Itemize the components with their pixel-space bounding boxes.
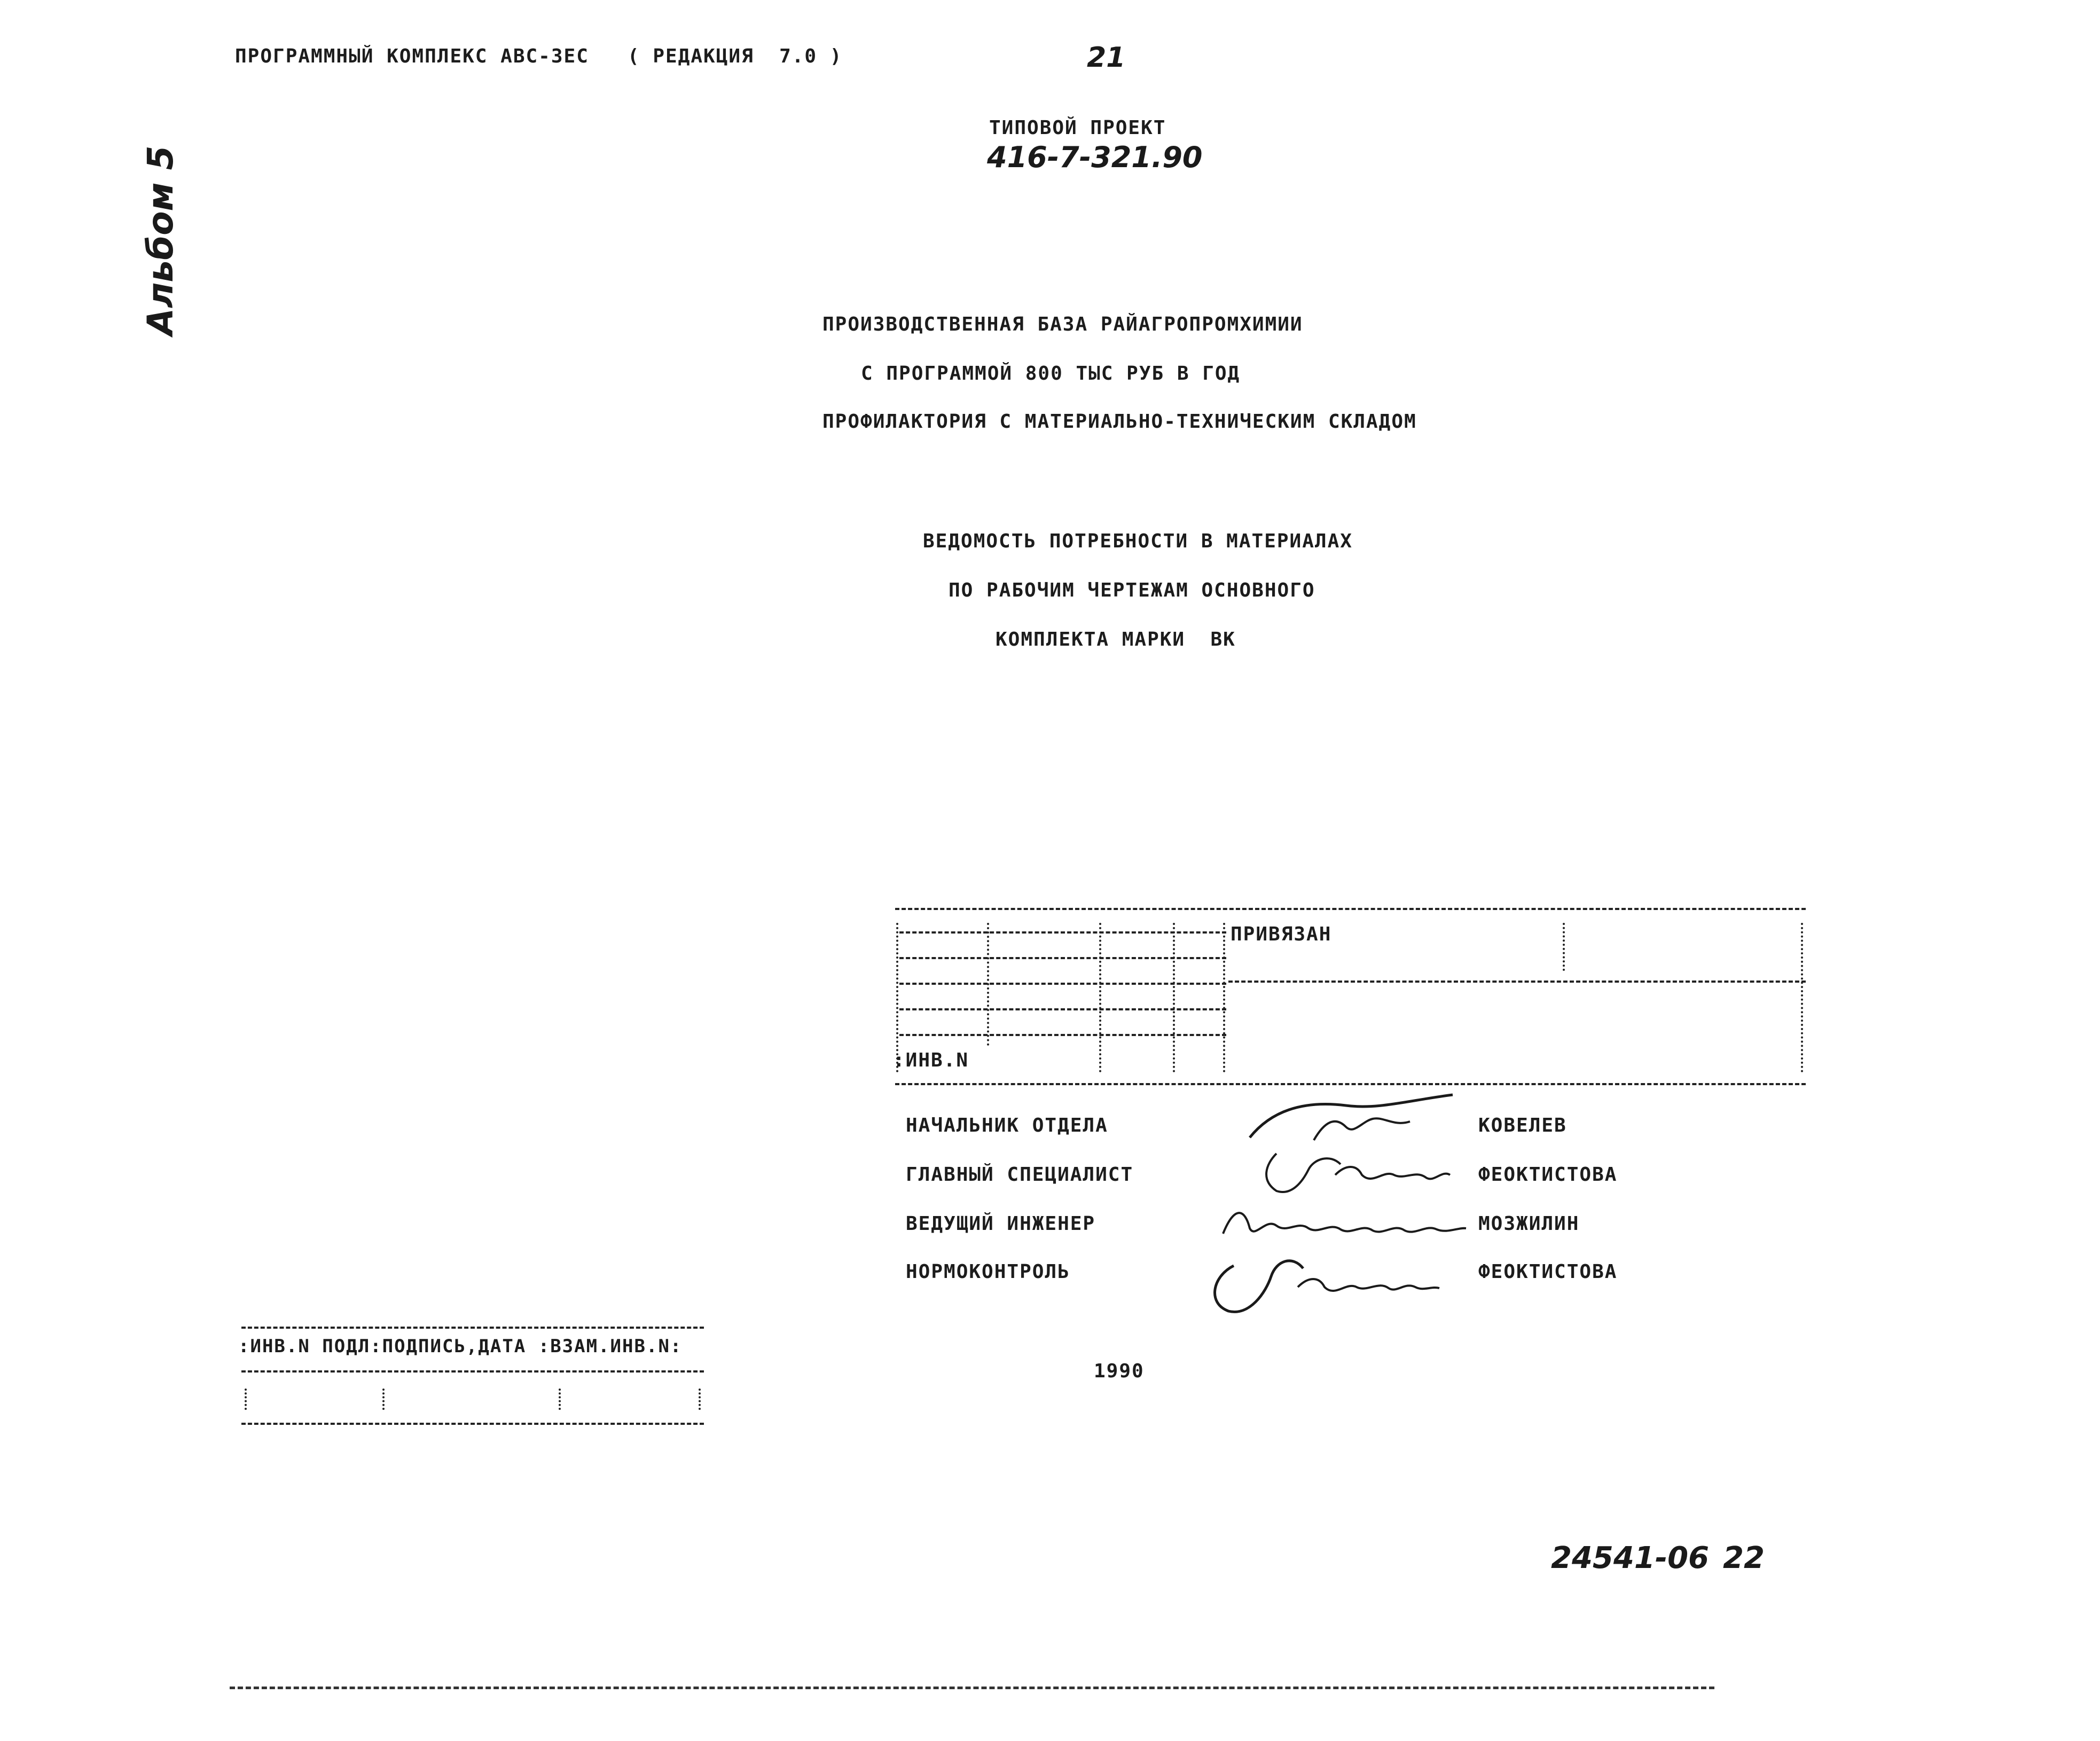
object-line-2: С ПРОГРАММОЙ 800 ТЫС РУБ В ГОД bbox=[861, 363, 1241, 385]
stamp-col-line bbox=[699, 1389, 701, 1410]
handwritten-signature-3 bbox=[1218, 1196, 1469, 1244]
object-line-3: ПРОФИЛАКТОРИЯ С МАТЕРИАЛЬНО-ТЕХНИЧЕСКИМ СКЛАДОМ bbox=[822, 411, 1417, 433]
binding-table-top-border bbox=[895, 908, 1806, 910]
stamp-table-top-border bbox=[241, 1327, 704, 1329]
binding-row-line bbox=[899, 1034, 1226, 1036]
binding-row-line bbox=[899, 931, 1226, 934]
signature-name: КОВЕЛЕВ bbox=[1478, 1115, 1567, 1136]
binding-col-line bbox=[987, 923, 989, 1046]
binding-row-line bbox=[899, 957, 1226, 959]
binding-col-line bbox=[1223, 923, 1225, 1072]
revision-label: ( РЕДАКЦИЯ 7.0 ) bbox=[628, 45, 843, 67]
binding-col-line bbox=[1563, 923, 1565, 971]
signature-role: НОРМОКОНТРОЛЬ bbox=[906, 1261, 1070, 1283]
binding-table-divider bbox=[1228, 981, 1806, 983]
signature-name: ФЕОКТИСТОВА bbox=[1478, 1164, 1618, 1186]
program-title: ПРОГРАММНЫЙ КОМПЛЕКС АВС-3ЕС bbox=[235, 45, 589, 67]
signature-role: ВЕДУЩИЙ ИНЖЕНЕР bbox=[906, 1213, 1096, 1235]
footer-doc-number: 24541-06 bbox=[1551, 1541, 1709, 1575]
binding-col-line bbox=[1801, 923, 1803, 1072]
footer-sheet-number: 22 bbox=[1723, 1541, 1765, 1575]
signature-name: МОЗЖИЛИН bbox=[1478, 1213, 1580, 1235]
project-type-label: ТИПОВОЙ ПРОЕКТ bbox=[989, 117, 1166, 139]
stamp-table-bottom-border bbox=[241, 1423, 704, 1425]
year: 1990 bbox=[1094, 1360, 1145, 1382]
binding-label: ПРИВЯЗАН bbox=[1231, 923, 1332, 945]
trim-line bbox=[230, 1687, 1714, 1689]
binding-row-line bbox=[899, 983, 1226, 985]
binding-col-line bbox=[1173, 923, 1175, 1072]
stamp-col-line bbox=[559, 1389, 561, 1410]
stamp-col-line bbox=[382, 1389, 385, 1410]
project-number: 416-7-321.90 bbox=[987, 140, 1203, 174]
stamp-col-line bbox=[245, 1389, 247, 1410]
object-line-1: ПРОИЗВОДСТВЕННАЯ БАЗА РАЙАГРОПРОМХИМИИ bbox=[822, 313, 1303, 335]
signature-role: НАЧАЛЬНИК ОТДЕЛА bbox=[906, 1115, 1108, 1136]
binding-inv-label: :ИНВ.N bbox=[893, 1049, 969, 1071]
signature-role: ГЛАВНЫЙ СПЕЦИАЛИСТ bbox=[906, 1164, 1134, 1186]
album-label: Альбом 5 bbox=[140, 145, 181, 335]
binding-col-line bbox=[1099, 923, 1101, 1072]
handwritten-signature-4 bbox=[1196, 1239, 1447, 1319]
binding-table-bottom-border bbox=[895, 1083, 1806, 1085]
stamp-table-header: :ИНВ.N ПОДЛ:ПОДПИСЬ,ДАТА :ВЗАМ.ИНВ.N: bbox=[238, 1336, 683, 1357]
binding-row-line bbox=[899, 1008, 1226, 1010]
document-line-2: ПО РАБОЧИМ ЧЕРТЕЖАМ ОСНОВНОГО bbox=[949, 579, 1315, 601]
stamp-table-divider bbox=[241, 1370, 704, 1373]
handwritten-signature-2 bbox=[1244, 1132, 1469, 1202]
document-line-1: ВЕДОМОСТЬ ПОТРЕБНОСТИ В МАТЕРИАЛАХ bbox=[923, 530, 1353, 552]
document-line-3: КОМПЛЕКТА МАРКИ ВК bbox=[996, 629, 1236, 650]
signature-name: ФЕОКТИСТОВА bbox=[1478, 1261, 1618, 1283]
page-number: 21 bbox=[1087, 42, 1126, 74]
